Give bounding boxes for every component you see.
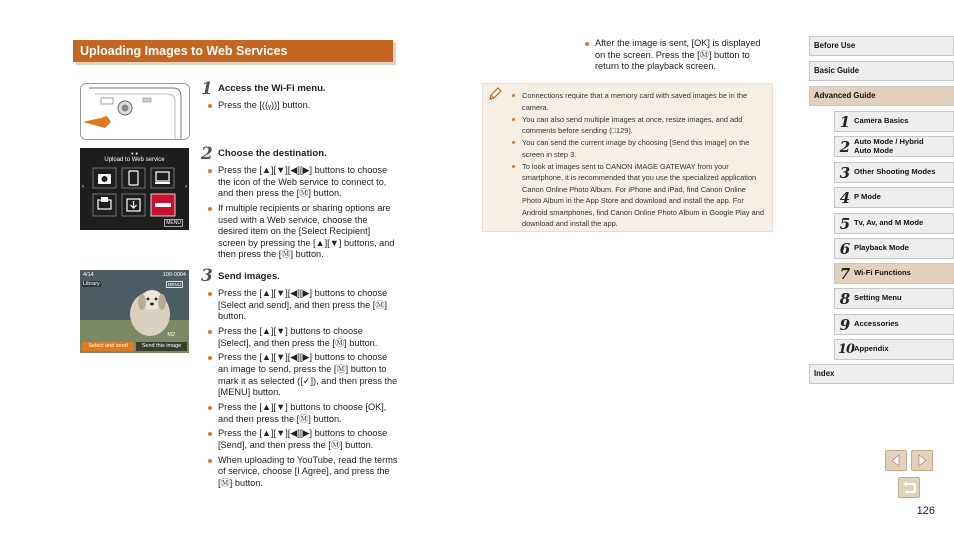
step-3-number: 3 — [201, 266, 213, 286]
select-and-send-option[interactable]: Select and send — [82, 342, 134, 351]
chapter-number: 10 — [838, 342, 855, 357]
step-1-title: Access the Wi-Fi menu. — [218, 83, 326, 94]
step-2-title: Choose the destination. — [218, 148, 327, 159]
note-list — [511, 90, 767, 230]
smartphone-service-icon — [122, 168, 145, 188]
previous-arrow-icon — [886, 451, 906, 470]
chapter-number: 2 — [839, 138, 851, 156]
nav-chapter-10[interactable] — [834, 339, 954, 360]
nav-before-use[interactable]: Before Use — [809, 36, 954, 56]
chapter-label: Playback Mode — [854, 243, 909, 253]
chapter-label: Tv, Av, and M Mode — [854, 218, 924, 228]
chapter-label: Auto Mode / Hybrid Auto Mode — [854, 137, 924, 155]
chapter-label: Appendix — [854, 344, 889, 354]
note-item: You can also send multiple images at once, resize images, and add comments before sending (□129). — [511, 114, 767, 137]
camera-service-icon — [93, 168, 116, 188]
chapter-label: P Mode — [854, 192, 881, 202]
camera-wifi-button-drawing — [81, 84, 190, 140]
service-icon-grid — [80, 148, 189, 230]
computer-service-icon — [151, 168, 174, 188]
nav-chapter-6[interactable] — [834, 238, 954, 259]
step-3-bullets — [208, 288, 398, 493]
next-page-button[interactable] — [911, 450, 933, 471]
image-counter: 4/14 — [83, 272, 94, 278]
screen-dots: • • — [131, 151, 138, 158]
step-3-bullet: When uploading to YouTube, read the terms of service, choose [I Agree], and press the [Ⓜ] button. — [208, 455, 398, 490]
chapter-number: 9 — [839, 316, 851, 334]
section-title: Uploading Images to Web Services — [73, 40, 393, 62]
send-this-image-option[interactable]: Send this image — [136, 342, 187, 351]
step-3-bullet: Press the [▲][▼][◀][▶] buttons to choose an image to send, press the [Ⓜ] button to mark it as selected ([✓]), and then press the [MENU] button. — [208, 352, 398, 398]
send-image-screen — [80, 270, 189, 353]
chapter-number: 7 — [839, 265, 851, 283]
nav-chapter-5[interactable] — [834, 213, 954, 234]
screen-menu-label: MENU — [167, 282, 181, 287]
step-3-bullet: Press the [▲][▼] buttons to choose [OK], and then press the [Ⓜ] button. — [208, 402, 398, 425]
nav-chapter-3[interactable] — [834, 162, 954, 183]
printer-service-icon — [93, 194, 116, 216]
step-1-bullet: Press the [((ᵧ))] button. — [208, 100, 398, 112]
step-1-number: 1 — [201, 79, 213, 99]
pencil-note-icon — [487, 86, 503, 102]
nav-basic-guide[interactable]: Basic Guide — [809, 61, 954, 81]
library-label: Library — [83, 281, 100, 287]
chapter-label: Other Shooting Modes — [854, 167, 936, 177]
step-1-bullets — [208, 100, 398, 115]
after-send-bullet: After the image is sent, [OK] is displayed on the screen. Press the [Ⓜ] button to return to the playback screen. — [585, 38, 773, 73]
chapter-label: Camera Basics — [854, 116, 909, 126]
step-3-bullet: Press the [▲][▼] buttons to choose [Select], and then press the [Ⓜ] button. — [208, 326, 398, 349]
chapter-label: Accessories — [854, 319, 899, 329]
web-upload-service-icon — [122, 194, 145, 216]
chapter-number: 5 — [839, 215, 851, 233]
screen-menu-icon: MENU — [166, 220, 181, 226]
chapter-number: 1 — [839, 113, 851, 131]
note-item: You can send the current image by choosing [Send this image] on the screen in step 3. — [511, 137, 767, 160]
step-3-title: Send images. — [218, 271, 280, 282]
nav-chapter-8[interactable] — [834, 288, 954, 309]
next-arrow-icon — [912, 451, 932, 470]
previous-page-button[interactable] — [885, 450, 907, 471]
camera-illustration — [80, 83, 190, 140]
nav-chapter-2[interactable] — [834, 136, 954, 157]
nav-chapter-7[interactable] — [834, 263, 954, 284]
screen-left-arrow-icon: ‹ — [82, 184, 84, 190]
step-3-bullet: Press the [▲][▼][◀][▶] buttons to choose [Select and send], and then press the [Ⓜ] button. — [208, 288, 398, 323]
upload-screen-title: Upload to Web service — [104, 157, 165, 163]
step-2-bullet: Press the [▲][▼][◀][▶] buttons to choose the icon of the Web service to connect to, and then press the [Ⓜ] button. — [208, 165, 398, 200]
note-item: To look at images sent to CANON iMAGE GATEWAY from your smartphone, it is recommended that you use the specialized application Canon Online Photo Album. For iPhone and iPad, find Canon Online Photo Album in the App Store and download and install the app. For Android smartphones, find Canon Online Photo Album in Google Play and download and install the app. — [511, 161, 767, 230]
canon-image-gateway-icon — [151, 194, 175, 216]
page-number: 126 — [916, 505, 935, 517]
chapter-number: 6 — [839, 240, 851, 258]
screen-right-arrow-icon: › — [185, 184, 187, 190]
step-2-number: 2 — [201, 144, 213, 164]
chapter-label: Wi-Fi Functions — [854, 268, 911, 278]
nav-chapter-1[interactable] — [834, 111, 954, 132]
note-item: Connections require that a memory card with saved images be in the camera. — [511, 90, 767, 113]
file-number: 100-0004 — [162, 272, 186, 278]
chapter-number: 3 — [839, 164, 851, 182]
nav-chapter-9[interactable] — [834, 314, 954, 335]
upload-service-screen — [80, 148, 189, 230]
chapter-number: 8 — [839, 290, 851, 308]
chapter-label: Setting Menu — [854, 293, 902, 303]
step-2-bullets — [208, 165, 398, 264]
after-send-bullet-list — [585, 38, 773, 76]
nav-advanced-guide[interactable]: Advanced Guide — [809, 86, 954, 106]
return-page-button[interactable] — [898, 477, 920, 498]
nav-index[interactable]: Index — [809, 364, 954, 384]
chapter-number: 4 — [839, 189, 851, 207]
image-size-label: M2 — [167, 332, 175, 338]
return-arrow-icon — [899, 478, 919, 497]
nav-chapter-4[interactable] — [834, 187, 954, 208]
step-2-bullet: If multiple recipients or sharing options are used with a Web service, choose the desired item on the [Select Recipient] screen by pressing the [▲][▼] buttons, and then press the [Ⓜ] button. — [208, 203, 398, 261]
step-3-bullet: Press the [▲][▼][◀][▶] buttons to choose [Send], and then press the [Ⓜ] button. — [208, 428, 398, 451]
